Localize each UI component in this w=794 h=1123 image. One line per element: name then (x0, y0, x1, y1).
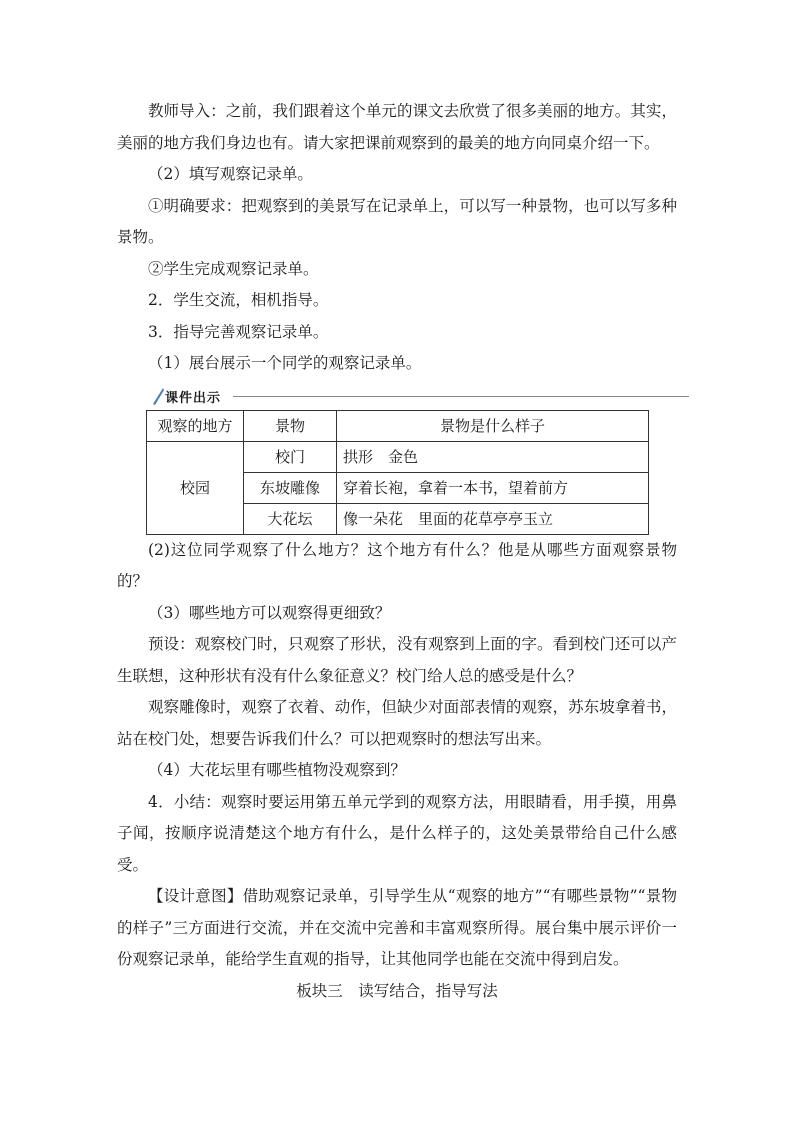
document-page (117, 96, 677, 1007)
paragraph-question-3: （3）哪些地方可以观察得更细致？ (148, 603, 391, 622)
cell-description: 像一朵花 里面的花草亭亭玉立 (337, 503, 649, 534)
paragraph-question-4: （4）大花坛里有哪些植物没观察到？ (148, 761, 406, 779)
paragraph-design-intent: 【设计意图】借助观察记录单，引导学生从“观察的地方”“有哪些景物”“景物的样子”三方面进行交流，并在交流中完善和丰富观察所得。展台集中展示评价一份观察记录单，能给学生直观的指导，让其他同学也能在交流中得到启发。 (117, 887, 677, 968)
section-heading: 板块三 读写结合，指导写法 (296, 981, 498, 1000)
table-row (147, 441, 649, 472)
paragraph-requirement: ①明确要求：把观察到的美景写在记录单上，可以写一种景物，也可以写多种景物。 (117, 196, 677, 246)
paragraph-show-form: （1）展台展示一个同学的观察记录单。 (148, 354, 422, 372)
cell-item: 校门 (244, 441, 337, 472)
paragraph-exchange: 2．学生交流，相机指导。 (148, 291, 329, 309)
header-item: 景物 (244, 410, 337, 441)
cell-description: 穿着长袍，拿着一本书，望着前方 (337, 472, 649, 503)
paragraph-improve: 3．指导完善观察记录单。 (148, 322, 329, 341)
cell-description: 拱形 金色 (337, 441, 649, 472)
pen-stroke-icon (151, 386, 165, 406)
cell-place: 校园 (147, 441, 244, 534)
cell-item: 东坡雕像 (244, 472, 337, 503)
paragraph-teacher-intro: 教师导入：之前，我们跟着这个单元的课文去欣赏了很多美丽的地方。其实，美丽的地方我们身边也有。请大家把课前观察到的最美的地方向同桌介绍一下。 (117, 102, 677, 152)
header-place: 观察的地方 (147, 410, 244, 441)
paragraph-question-2: (2)这位同学观察了什么地方？这个地方有什么？他是从哪些方面观察景物的？ (117, 540, 677, 590)
paragraph-complete-form: ②学生完成观察记录单。 (148, 259, 319, 278)
paragraph-summary: 4．小结：观察时要运用第五单元学到的观察方法，用眼睛看，用手摸，用鼻子闻，按顺序说清楚这个地方有什么，是什么样子的，这处美景带给自己什么感受。 (117, 792, 677, 874)
courseware-badge-label: 课件出示 (165, 390, 222, 406)
courseware-badge (151, 384, 677, 410)
table-header-row (147, 410, 649, 441)
paragraph-preset-statue: 观察雕像时，观察了衣着、动作，但缺少对面部表情的观察，苏东坡拿着书，站在校门处，想要告诉我们什么？可以把观察时的想法写出来。 (117, 698, 677, 748)
paragraph-preset-gate: 预设：观察校门时，只观察了形状，没有观察到上面的字。看到校门还可以产生联想，这种形状有没有什么象征意义？校门给人总的感受是什么？ (117, 635, 677, 685)
observation-record-table (146, 410, 649, 535)
cell-item: 大花坛 (244, 503, 337, 534)
paragraph-step-2: （2）填写观察记录单。 (148, 165, 313, 183)
badge-divider (233, 396, 689, 397)
header-description: 景物是什么样子 (337, 410, 649, 441)
